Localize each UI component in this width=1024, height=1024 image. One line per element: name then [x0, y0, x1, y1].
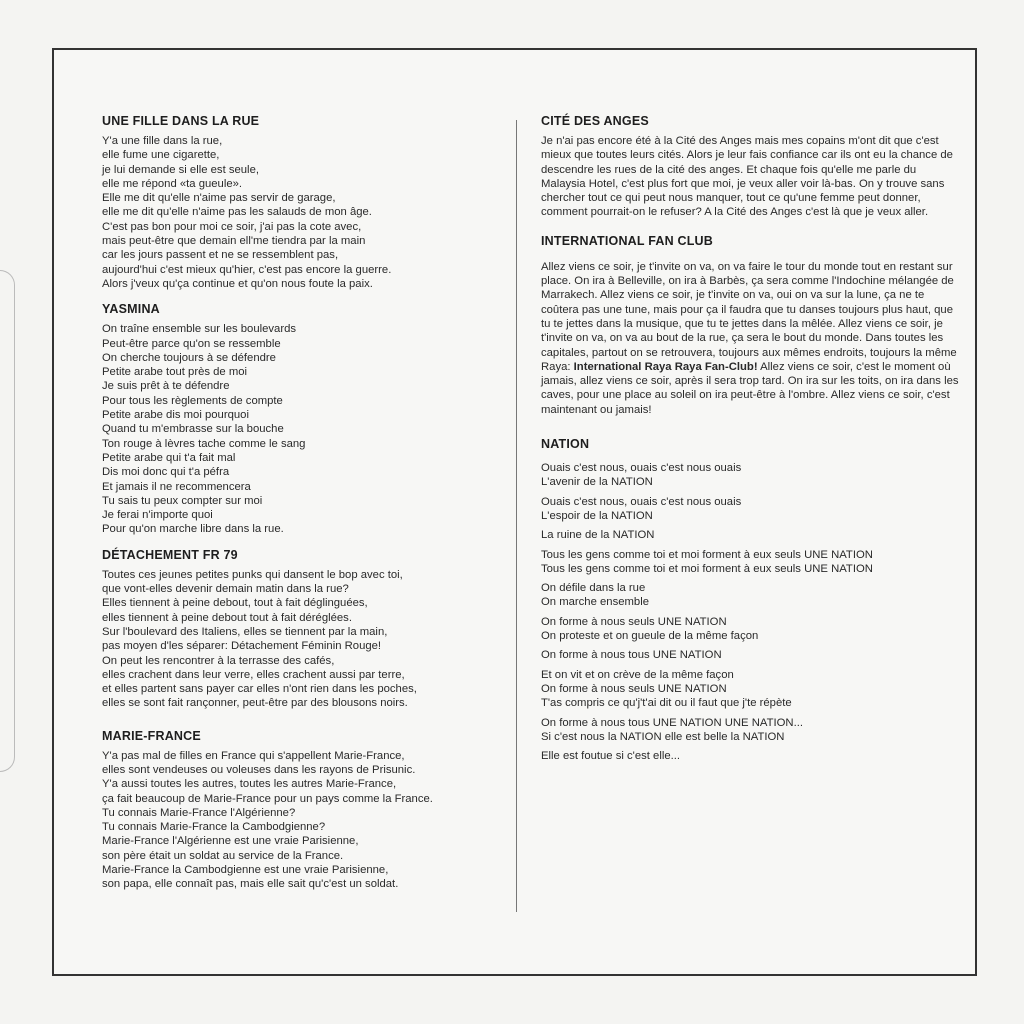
lyric-line: elles crachent dans leur verre, elles crachent aussi par terre,: [102, 668, 405, 681]
song-yasmina: [102, 302, 502, 536]
song-lyrics: [102, 749, 502, 892]
lyric-line: elles tiennent à peine debout tout à fait déréglées.: [102, 611, 352, 624]
page-edge-decoration: [0, 270, 15, 772]
lyric-line: Y'a pas mal de filles en France qui s'appellent Marie-France,: [102, 749, 405, 762]
lyric-line: Pour qu'on marche libre dans la rue.: [102, 523, 284, 536]
lyric-line: On forme à nous seuls UNE NATION: [541, 682, 727, 695]
lyric-text: Allez viens ce soir, je t'invite on va, on va faire le tour du monde tout en restant sur place. On ira à Belleville, on ira à Barbès, ça sera comme l'Indochine mélangée de Marrakech. Allez viens ce soir, je t'invite on va, oui on va sur la lune, ça ne te coûtera pas une tune, mais pour ça il faudra que tu danses toujours plus haut, que tu te jettes dans la musique, que tu te jettes dans la mêlée. Allez viens ce soir, je t'invite on va, on va au bout de la rue, ça sera le bout du monde. Dans toutes les capitales, partout on se retrouvera, toujours aux mêmes endroits, toujours la même Raya:: [541, 260, 957, 373]
lyric-line: et elles partent sans payer car elles n'ont rien dans les poches,: [102, 683, 417, 696]
lyric-line: Dis moi donc qui t'a péfra: [102, 466, 230, 479]
song-marie-france: [102, 729, 502, 892]
song-lyrics: [541, 260, 961, 417]
lyric-line: Y'a aussi toutes les autres, toutes les autres Marie-France,: [102, 778, 397, 791]
song-international-fan-club: [541, 234, 961, 417]
stanza: [541, 461, 961, 490]
lyric-line: mais peut-être que demain ell'me tiendra par la main: [102, 235, 366, 248]
lyric-line: La ruine de la NATION: [541, 529, 655, 542]
fan-club-name: International Raya Raya Fan-Club!: [573, 360, 758, 373]
lyric-line: L'avenir de la NATION: [541, 476, 653, 489]
column-divider: [516, 120, 517, 912]
stanza: [541, 716, 961, 745]
lyric-line: C'est pas bon pour moi ce soir, j'ai pas la cote avec,: [102, 220, 362, 233]
lyric-line: Ouais c'est nous, ouais c'est nous ouais: [541, 462, 742, 475]
lyric-line: On défile dans la rue: [541, 582, 646, 595]
lyric-line: Peut-être parce qu'on se ressemble: [102, 337, 281, 350]
lyric-line: Petite arabe qui t'a fait mal: [102, 451, 236, 464]
stanza: [541, 615, 961, 644]
stanza: [541, 648, 961, 662]
lyric-line: Toutes ces jeunes petites punks qui dansent le bop avec toi,: [102, 568, 403, 581]
lyric-line: Y'a une fille dans la rue,: [102, 135, 223, 147]
song-lyrics: [541, 461, 961, 763]
stanza: [541, 495, 961, 524]
lyric-line: On forme à nous seuls UNE NATION: [541, 615, 727, 628]
song-nation: [541, 437, 961, 763]
lyric-line: Quand tu m'embrasse sur la bouche: [102, 423, 284, 436]
lyric-line: On cherche toujours à se défendre: [102, 351, 276, 364]
lyric-line: son père était un soldat au service de la France.: [102, 849, 344, 862]
song-lyrics: Je n'ai pas encore été à la Cité des Anges mais mes copains m'ont dit que c'est mieux que toutes leurs cités. Alors je leur fais confiance car ils ont eu la chance de descendre les rues de la cité des anges. Et chaque fois qu'elle me parle du Malaysia Hotel, c'est plus fort que moi, je veux aller voir là-bas. On y trouve sans chercher tout ce qui peut nous manquer, tout ce qu'une femme peut donner, comment pourrait-on le refuser? A la Cité des Anges c'est là que je veux aller.: [541, 135, 953, 219]
song-detachement-fr-79: [102, 548, 502, 711]
lyric-line: son papa, elle connaît pas, mais elle sait qu'c'est un soldat.: [102, 878, 399, 891]
stanza: [541, 528, 961, 542]
song-cite-des-anges: [541, 114, 961, 220]
song-lyrics: [102, 568, 502, 711]
right-column: [541, 114, 961, 774]
song-title: INTERNATIONAL FAN CLUB: [541, 233, 713, 248]
lyric-line: je lui demande si elle est seule,: [102, 163, 259, 176]
stanza: [541, 668, 961, 711]
lyric-line: Pour tous les règlements de compte: [102, 394, 283, 407]
song-lyrics: [102, 134, 502, 291]
lyric-line: Si c'est nous la NATION elle est belle la NATION: [541, 730, 785, 743]
song-une-fille-dans-la-rue: [102, 114, 502, 291]
song-title: YASMINA: [102, 302, 160, 317]
lyric-line: Je suis prêt à te défendre: [102, 380, 230, 393]
lyric-line: T'as compris ce qu'j't'ai dit ou il faut que j'te répète: [541, 697, 792, 710]
stanza: [541, 749, 961, 763]
left-column: [102, 114, 502, 903]
lyric-line: Je ferai n'importe quoi: [102, 509, 213, 522]
stanza: [541, 581, 961, 610]
song-lyrics: [102, 322, 502, 536]
lyric-line: On forme à nous tous UNE NATION UNE NATION...: [541, 716, 803, 729]
lyric-line: elle me répond «ta gueule».: [102, 177, 243, 190]
lyric-line: aujourd'hui c'est mieux qu'hier, c'est pas encore la guerre.: [102, 263, 392, 276]
lyric-line: On peut les rencontrer à la terrasse des cafés,: [102, 654, 335, 667]
lyric-line: Tous les gens comme toi et moi forment à eux seuls UNE NATION: [541, 562, 873, 575]
song-title: UNE FILLE DANS LA RUE: [102, 114, 260, 128]
lyric-line: elle fume une cigarette,: [102, 149, 220, 162]
lyric-line: elle me dit qu'elle n'aime pas les salauds de mon âge.: [102, 206, 372, 219]
lyric-line: Ouais c'est nous, ouais c'est nous ouais: [541, 495, 742, 508]
lyric-line: Et jamais il ne recommencera: [102, 480, 251, 493]
lyric-line: Petite arabe dis moi pourquoi: [102, 409, 249, 422]
lyric-line: Tu connais Marie-France l'Algérienne?: [102, 806, 296, 819]
song-title: NATION: [541, 437, 590, 452]
lyric-line: On marche ensemble: [541, 596, 649, 609]
lyric-line: Elle me dit qu'elle n'aime pas servir de garage,: [102, 192, 336, 205]
lyrics-sheet: [52, 48, 977, 976]
lyric-line: Marie-France l'Algérienne est une vraie Parisienne,: [102, 835, 359, 848]
lyric-text: Allez viens ce soir, c'est le moment où jamais, allez viens ce soir, après il sera trop tard. On ira sur les toits, on ira dans les caves, pour une place au soleil on ira peut-être à l'ombre. Allez viens ce soir, c'est maintenant ou jamais!: [541, 360, 959, 416]
lyric-line: ça fait beaucoup de Marie-France pour un pays comme la France.: [102, 792, 433, 805]
lyric-line: Elles tiennent à peine debout, tout à fait déglinguées,: [102, 597, 368, 610]
lyric-line: Petite arabe tout près de moi: [102, 366, 248, 379]
lyric-line: Alors j'veux qu'ça continue et qu'on nous foute la paix.: [102, 277, 373, 290]
lyric-line: Elle est foutue si c'est elle...: [541, 750, 681, 763]
lyric-line: On proteste et on gueule de la même façon: [541, 630, 759, 643]
lyric-line: On forme à nous tous UNE NATION: [541, 649, 722, 662]
lyric-line: car les jours passent et ne se ressemblent pas,: [102, 249, 339, 262]
song-title: MARIE-FRANCE: [102, 728, 201, 743]
lyric-line: pas moyen d'les séparer: Détachement Féminin Rouge!: [102, 640, 382, 653]
song-title: DÉTACHEMENT FR 79: [102, 547, 238, 562]
lyric-line: Tous les gens comme toi et moi forment à eux seuls UNE NATION: [541, 548, 873, 561]
lyric-line: Ton rouge à lèvres tache comme le sang: [102, 437, 306, 450]
lyric-line: elles se sont fait rançonner, peut-être par des blousons noirs.: [102, 697, 408, 710]
lyric-line: Et on vit et on crève de la même façon: [541, 668, 734, 681]
lyric-line: Sur l'boulevard des Italiens, elles se tiennent par la main,: [102, 625, 388, 638]
lyric-line: que vont-elles devenir demain matin dans la rue?: [102, 583, 349, 596]
lyric-line: On traîne ensemble sur les boulevards: [102, 323, 297, 336]
lyric-line: L'espoir de la NATION: [541, 509, 653, 522]
song-title: CITÉ DES ANGES: [541, 114, 649, 128]
lyric-line: Tu sais tu peux compter sur moi: [102, 494, 263, 507]
lyric-line: elles sont vendeuses ou voleuses dans les rayons de Prisunic.: [102, 763, 416, 776]
lyric-line: Tu connais Marie-France la Cambodgienne?: [102, 821, 326, 834]
stanza: [541, 548, 961, 577]
lyric-line: Marie-France la Cambodgienne est une vraie Parisienne,: [102, 864, 389, 877]
